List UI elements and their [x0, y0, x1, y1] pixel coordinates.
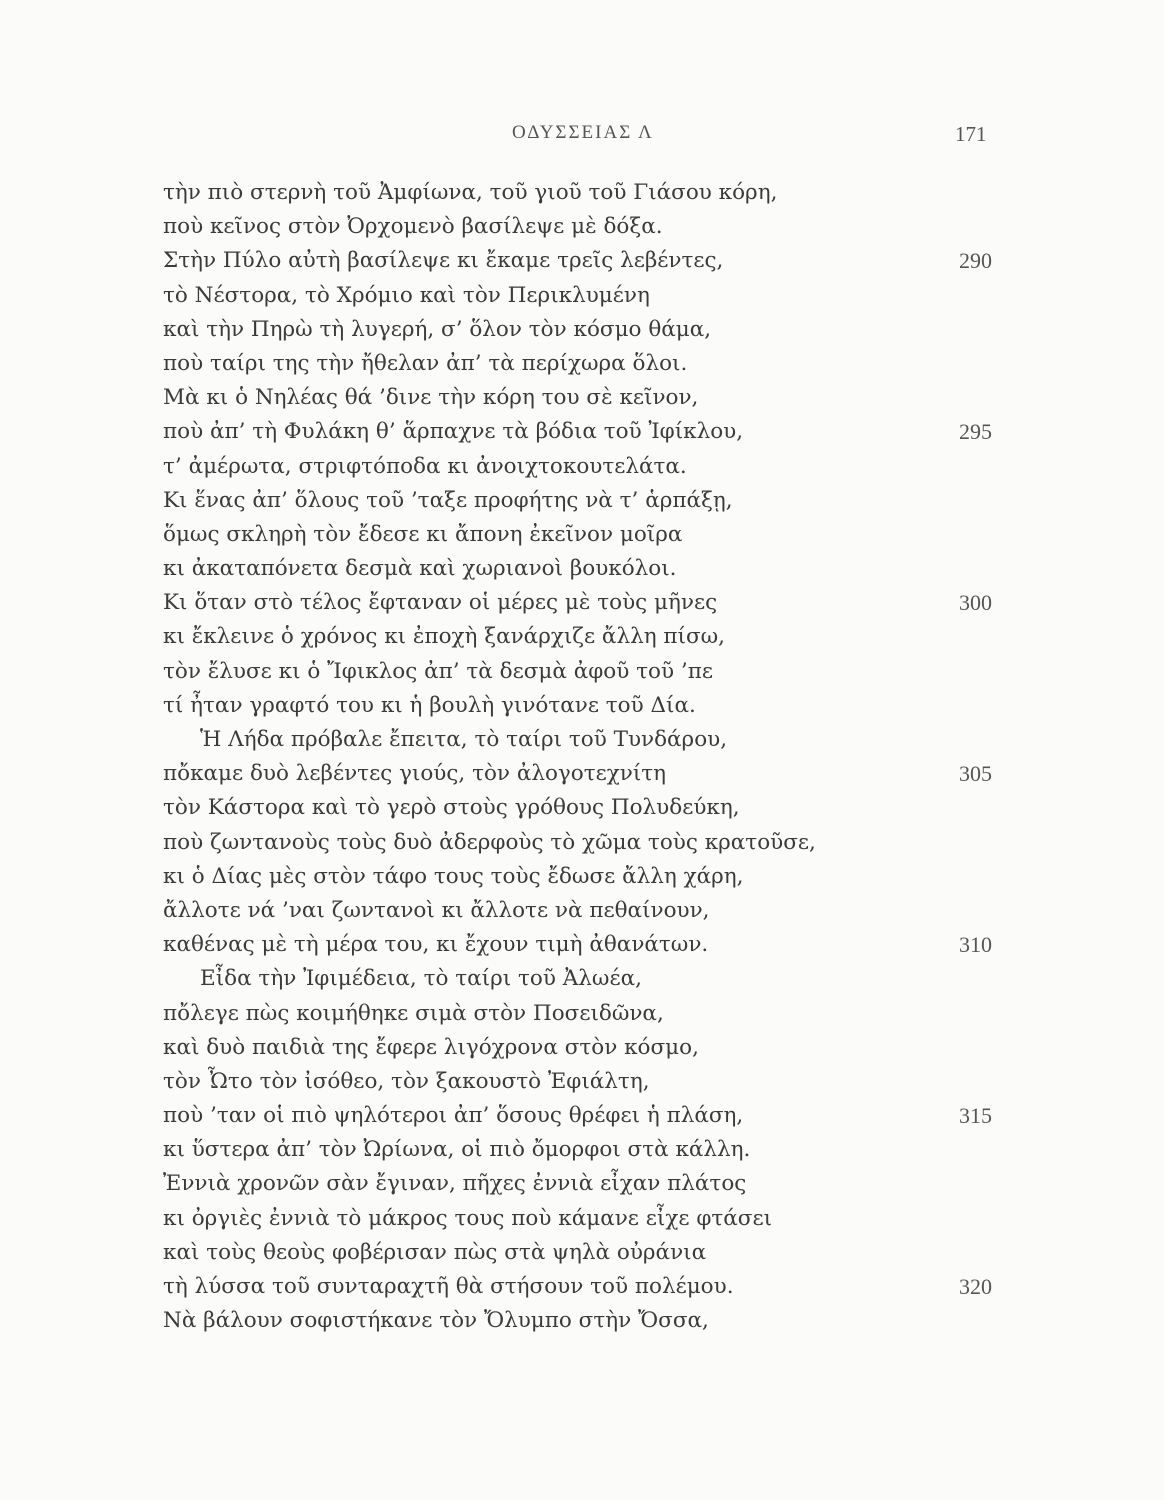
- running-title: ΟΔΥΣΣΕΙΑΣ Λ: [512, 122, 654, 143]
- verse-text: κι ὕστερα ἀπ’ τὸν Ὠρίωνα, οἱ πιὸ ὄμορφοι στὰ κάλλη.: [163, 1137, 751, 1163]
- poem-text: [0, 176, 1164, 1338]
- verse-line: [0, 1099, 1164, 1133]
- verse-line: [0, 313, 1164, 347]
- verse-line: [0, 1270, 1164, 1304]
- verse-text: τὴν πιὸ στερνὴ τοῦ Ἀμφίωνα, τοῦ γιοῦ τοῦ Γιάσου κόρη,: [163, 180, 778, 205]
- verse-line: [0, 450, 1164, 484]
- verse-line: [0, 279, 1164, 313]
- verse-line: [0, 620, 1164, 654]
- verse-line: [0, 518, 1164, 552]
- verse-text: Ἐννιὰ χρονῶν σὰν ἔγιναν, πῆχες ἐννιὰ εἶχαν πλάτος: [163, 1171, 747, 1197]
- running-head: [0, 122, 1164, 152]
- verse-text: Στὴν Πύλο αὐτὴ βασίλεψε κι ἔκαμε τρεῖς λεβέντες,: [163, 248, 724, 274]
- verse-line: [0, 552, 1164, 586]
- verse-line: [0, 928, 1164, 962]
- verse-line: [0, 826, 1164, 860]
- verse-line: [0, 997, 1164, 1031]
- verse-text: ποὺ κεῖνος στὸν Ὀρχομενὸ βασίλεψε μὲ δόξα.: [163, 214, 663, 240]
- verse-text: ποὺ ταίρι της τὴν ἤθελαν ἀπ’ τὰ περίχωρα ὅλοι.: [163, 350, 688, 376]
- line-number: 300: [959, 590, 992, 616]
- verse-text: καθένας μὲ τὴ μέρα του, κι ἔχουν τιμὴ ἀθανάτων.: [163, 932, 709, 958]
- verse-text: ποὺ ’ταν οἱ πιὸ ψηλότεροι ἀπ’ ὅσους θρέφει ἡ πλάση,: [163, 1103, 744, 1129]
- verse-text: καὶ δυὸ παιδιὰ της ἔφερε λιγόχρονα στὸν κόσμο,: [163, 1034, 699, 1060]
- verse-line: [0, 1202, 1164, 1236]
- verse-line: [0, 347, 1164, 381]
- verse-line: [0, 210, 1164, 244]
- verse-line: [0, 962, 1164, 996]
- verse-line: [0, 655, 1164, 689]
- verse-text: πὄλεγε πὼς κοιμήθηκε σιμὰ στὸν Ποσειδῶνα,: [163, 1000, 664, 1026]
- verse-text: τὸ Νέστορα, τὸ Χρόμιο καὶ τὸν Περικλυμένη: [163, 282, 650, 308]
- verse-text: τ’ ἀμέρωτα, στριφτόποδα κι ἀνοιχτοκουτελάτα.: [163, 453, 687, 479]
- verse-line: [0, 484, 1164, 518]
- verse-line: [0, 689, 1164, 723]
- verse-line: [0, 791, 1164, 825]
- verse-line: [0, 894, 1164, 928]
- verse-line: [0, 723, 1164, 757]
- verse-line: [0, 1304, 1164, 1338]
- verse-text: κι ὀργιὲς ἐννιὰ τὸ μάκρος τους ποὺ κάμανε εἶχε φτάσει: [163, 1205, 773, 1231]
- verse-text: κι ὁ Δίας μὲς στὸν τάφο τους τοὺς ἔδωσε ἄλλη χάρη,: [163, 863, 744, 889]
- verse-text: Ἡ Λήδα πρόβαλε ἔπειτα, τὸ ταίρι τοῦ Τυνδάρου,: [200, 727, 728, 752]
- verse-text: Κι ὅταν στὸ τέλος ἔφταναν οἱ μέρες μὲ τοὺς μῆνες: [163, 590, 718, 616]
- verse-text: κι ἀκαταπόνετα δεσμὰ καὶ χωριανοὶ βουκόλοι.: [163, 556, 677, 582]
- line-number: 305: [959, 761, 992, 787]
- verse-line: [0, 860, 1164, 894]
- verse-text: ποὺ ζωντανοὺς τοὺς δυὸ ἀδερφοὺς τὸ χῶμα τοὺς κρατοῦσε,: [163, 829, 816, 855]
- verse-text: Εἶδα τὴν Ἰφιμέδεια, τὸ ταίρι τοῦ Ἀλωέα,: [200, 966, 642, 992]
- verse-text: καὶ τοὺς θεοὺς φοβέρισαν πὼς στὰ ψηλὰ οὐράνια: [163, 1239, 707, 1265]
- verse-text: ἄλλοτε νά ’ναι ζωντανοὶ κι ἄλλοτε νὰ πεθαίνουν,: [163, 897, 710, 923]
- line-number: 320: [959, 1274, 992, 1299]
- verse-text: ὅμως σκληρὴ τὸν ἔδεσε κι ἄπονη ἐκεῖνον μοῖρα: [163, 521, 683, 547]
- verse-line: [0, 1236, 1164, 1270]
- verse-line: [0, 176, 1164, 210]
- page-number: 171: [955, 122, 987, 146]
- verse-text: τὸν Ὦτο τὸν ἰσόθεο, τὸν ξακουστὸ Ἐφιάλτη,: [163, 1068, 650, 1094]
- line-number: 290: [959, 248, 992, 274]
- line-number: 315: [959, 1103, 992, 1129]
- verse-text: πὄκαμε δυὸ λεβέντες γιούς, τὸν ἀλογοτεχνίτη: [163, 761, 667, 787]
- verse-line: [0, 1065, 1164, 1099]
- verse-line: [0, 244, 1164, 278]
- verse-text: τί ἦταν γραφτό του κι ἡ βουλὴ γινότανε τοῦ Δία.: [163, 692, 696, 718]
- verse-line: [0, 381, 1164, 415]
- verse-text: Μὰ κι ὁ Νηλέας θά ’δινε τὴν κόρη του σὲ κεῖνον,: [163, 385, 699, 411]
- verse-line: [0, 1133, 1164, 1167]
- verse-line: [0, 757, 1164, 791]
- verse-text: Νὰ βάλουν σοφιστήκανε τὸν Ὄλυμπο στὴν Ὄσσα,: [163, 1308, 709, 1334]
- verse-text: ποὺ ἀπ’ τὴ Φυλάκη θ’ ἅρπαχνε τὰ βόδια τοῦ Ἰφίκλου,: [163, 419, 744, 445]
- line-number: 310: [959, 932, 992, 958]
- verse-text: κι ἔκλεινε ὁ χρόνος κι ἐποχὴ ξανάρχιζε ἄλλη πίσω,: [163, 624, 726, 650]
- verse-line: [0, 1167, 1164, 1201]
- verse-text: τὴ λύσσα τοῦ συνταραχτῆ θὰ στήσουν τοῦ πολέμου.: [163, 1274, 734, 1299]
- line-number: 295: [959, 419, 992, 445]
- verse-text: καὶ τὴν Πηρὼ τὴ λυγερή, σ’ ὅλον τὸν κόσμο θάμα,: [163, 316, 712, 342]
- verse-text: Κι ἕνας ἀπ’ ὅλους τοῦ ’ταξε προφήτης νὰ τ’ ἁρπάξῃ,: [163, 487, 733, 513]
- verse-text: τὸν ἔλυσε κι ὁ Ἴφικλος ἀπ’ τὰ δεσμὰ ἀφοῦ τοῦ ’πε: [163, 658, 713, 684]
- verse-line: [0, 1031, 1164, 1065]
- verse-line: [0, 586, 1164, 620]
- verse-line: [0, 415, 1164, 449]
- verse-text: τὸν Κάστορα καὶ τὸ γερὸ στοὺς γρόθους Πολυδεύκη,: [163, 795, 740, 821]
